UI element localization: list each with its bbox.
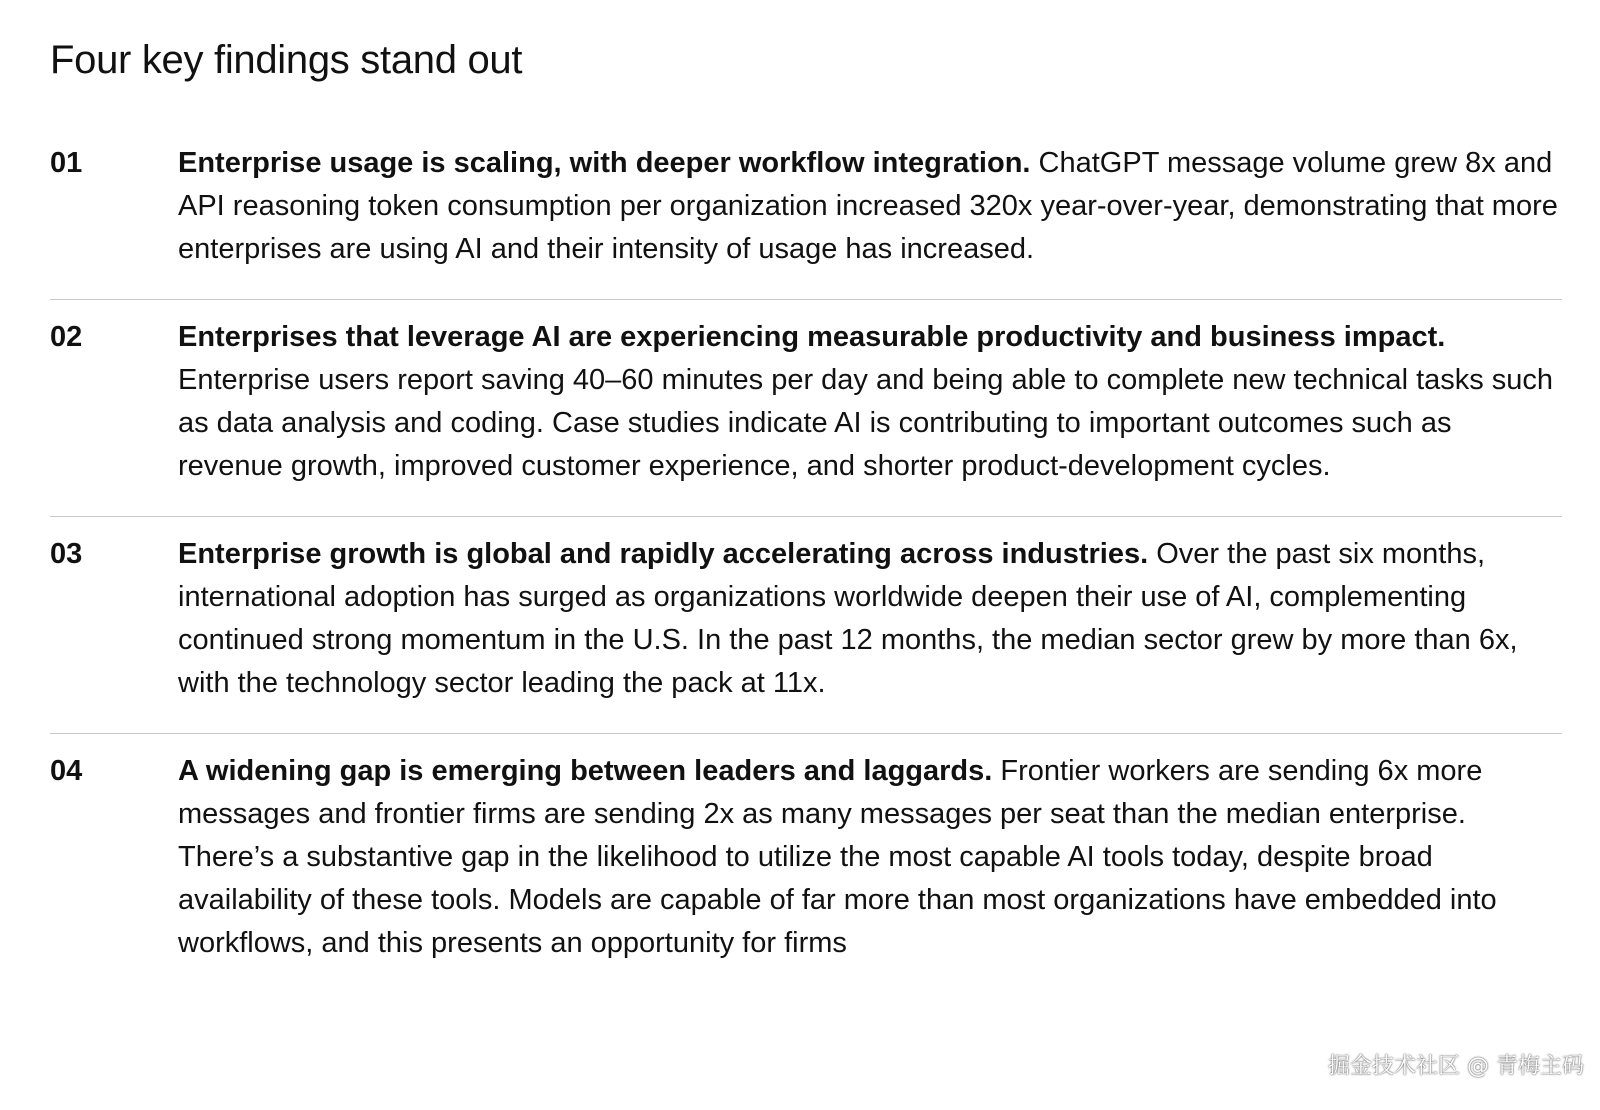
finding-item <box>50 517 1562 734</box>
finding-item <box>50 136 1562 300</box>
finding-number: 04 <box>50 755 83 787</box>
finding-text: Over the past six months, international adoption has surged as organizations worldwide deepen their use of AI, complementing continued strong momentum in the U.S. In the past 12 months, the median sector grew by more than 6x, with the technology sector leading the pack at 11x. <box>178 538 1518 699</box>
finding-number: 02 <box>50 321 83 353</box>
findings-list <box>50 136 1562 993</box>
finding-item <box>50 300 1562 517</box>
finding-number: 03 <box>50 538 83 570</box>
watermark: 掘金技术社区 @ 青梅主码 <box>1328 1054 1584 1079</box>
finding-number: 01 <box>50 147 83 179</box>
report-page <box>50 0 1562 993</box>
finding-body <box>178 533 1562 705</box>
finding-heading: A widening gap is emerging between leaders and laggards. <box>178 755 993 787</box>
finding-body <box>178 316 1562 488</box>
finding-body <box>178 750 1562 965</box>
finding-heading: Enterprises that leverage AI are experiencing measurable productivity and business impact. <box>178 321 1446 353</box>
finding-heading: Enterprise growth is global and rapidly accelerating across industries. <box>178 538 1149 570</box>
finding-heading: Enterprise usage is scaling, with deeper workflow integration. <box>178 147 1031 179</box>
finding-text: Frontier workers are sending 6x more messages and frontier firms are sending 2x as many messages per seat than the median enterprise. There’s a substantive gap in the likelihood to utilize the most capable AI tools today, despite broad availability of these tools. Models are capable of far more than most organizations have embedded into workflows, and this presents an opportunity for firms <box>178 755 1497 959</box>
finding-body <box>178 142 1562 271</box>
finding-text: Enterprise users report saving 40–60 minutes per day and being able to complete new technical tasks such as data analysis and coding. Case studies indicate AI is contributing to important outcomes such as revenue growth, improved customer experience, and shorter product-development cycles. <box>178 364 1554 482</box>
finding-item <box>50 734 1562 993</box>
finding-text: ChatGPT message volume grew 8x and API reasoning token consumption per organization increased 320x year-over-year, demonstrating that more enterprises are using AI and their intensity of usage has increased. <box>178 147 1558 265</box>
page-title: Four key findings stand out <box>50 38 523 82</box>
